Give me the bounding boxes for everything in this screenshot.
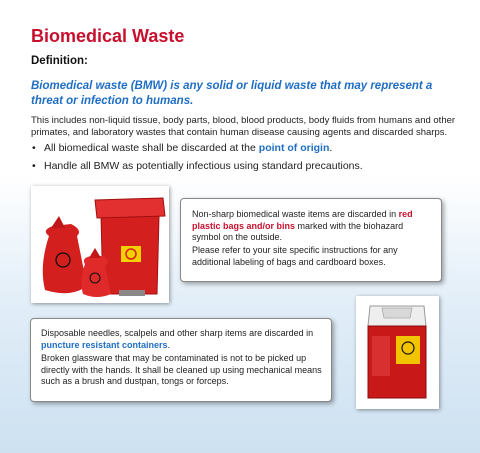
definition-text: Biomedical waste (BMW) is any solid or liquid waste that may represent a threat or infection to humans. bbox=[31, 80, 433, 107]
biohazard-bags-illustration bbox=[31, 186, 169, 303]
puncture-resistant-highlight: puncture resistant containers bbox=[41, 339, 168, 350]
bullet-highlight: point of origin bbox=[258, 142, 330, 154]
bullet-icon: • bbox=[32, 142, 36, 154]
sharps-waste-card bbox=[30, 318, 332, 402]
labeling-instructions-text: Please refer to your site specific instructions for any additional labeling of bags and cardboard boxes. bbox=[192, 245, 398, 267]
includes-text: This includes non-liquid tissue, body parts, blood, blood products, body fluids from humans and other primates, and laboratory wastes that contain human disease causing agents and discarded sharps. bbox=[31, 115, 456, 138]
broken-glassware-text: Broken glassware that may be contaminated is not to be picked up directly with the hands. It shall be cleaned up using mechanical means such as a brush and dustpan, tongs or forceps. bbox=[41, 353, 322, 386]
bullet-icon: • bbox=[32, 160, 36, 172]
bullet-text: All biomedical waste shall be discarded at the bbox=[44, 142, 259, 154]
non-sharp-waste-card bbox=[180, 198, 442, 282]
sharps-waste-text bbox=[41, 328, 326, 351]
red-bags-highlight: red plastic bags and/or bins bbox=[192, 209, 413, 231]
bullet-standard-precautions bbox=[31, 160, 461, 172]
biohazard-bags-photo bbox=[31, 186, 169, 303]
bullet-text: Handle all BMW as potentially infectious using standard precautions. bbox=[44, 160, 363, 172]
card-text: Non-sharp biomedical waste items are discarded in bbox=[192, 209, 399, 219]
card-text: . bbox=[167, 339, 171, 350]
bullet-point-of-origin bbox=[31, 142, 461, 154]
definition-label: Definition: bbox=[31, 55, 88, 67]
sharps-container-photo bbox=[356, 296, 439, 409]
bullet-list bbox=[31, 142, 461, 178]
non-sharp-waste-text bbox=[192, 209, 432, 244]
sharps-container-illustration bbox=[356, 296, 439, 409]
bullet-end: . bbox=[329, 142, 333, 154]
card-text: Disposable needles, scalpels and other sharp items are discarded in bbox=[41, 328, 314, 338]
page-title: Biomedical Waste bbox=[31, 26, 185, 46]
card-text: marked with the biohazard symbol on the outside. bbox=[192, 220, 404, 242]
